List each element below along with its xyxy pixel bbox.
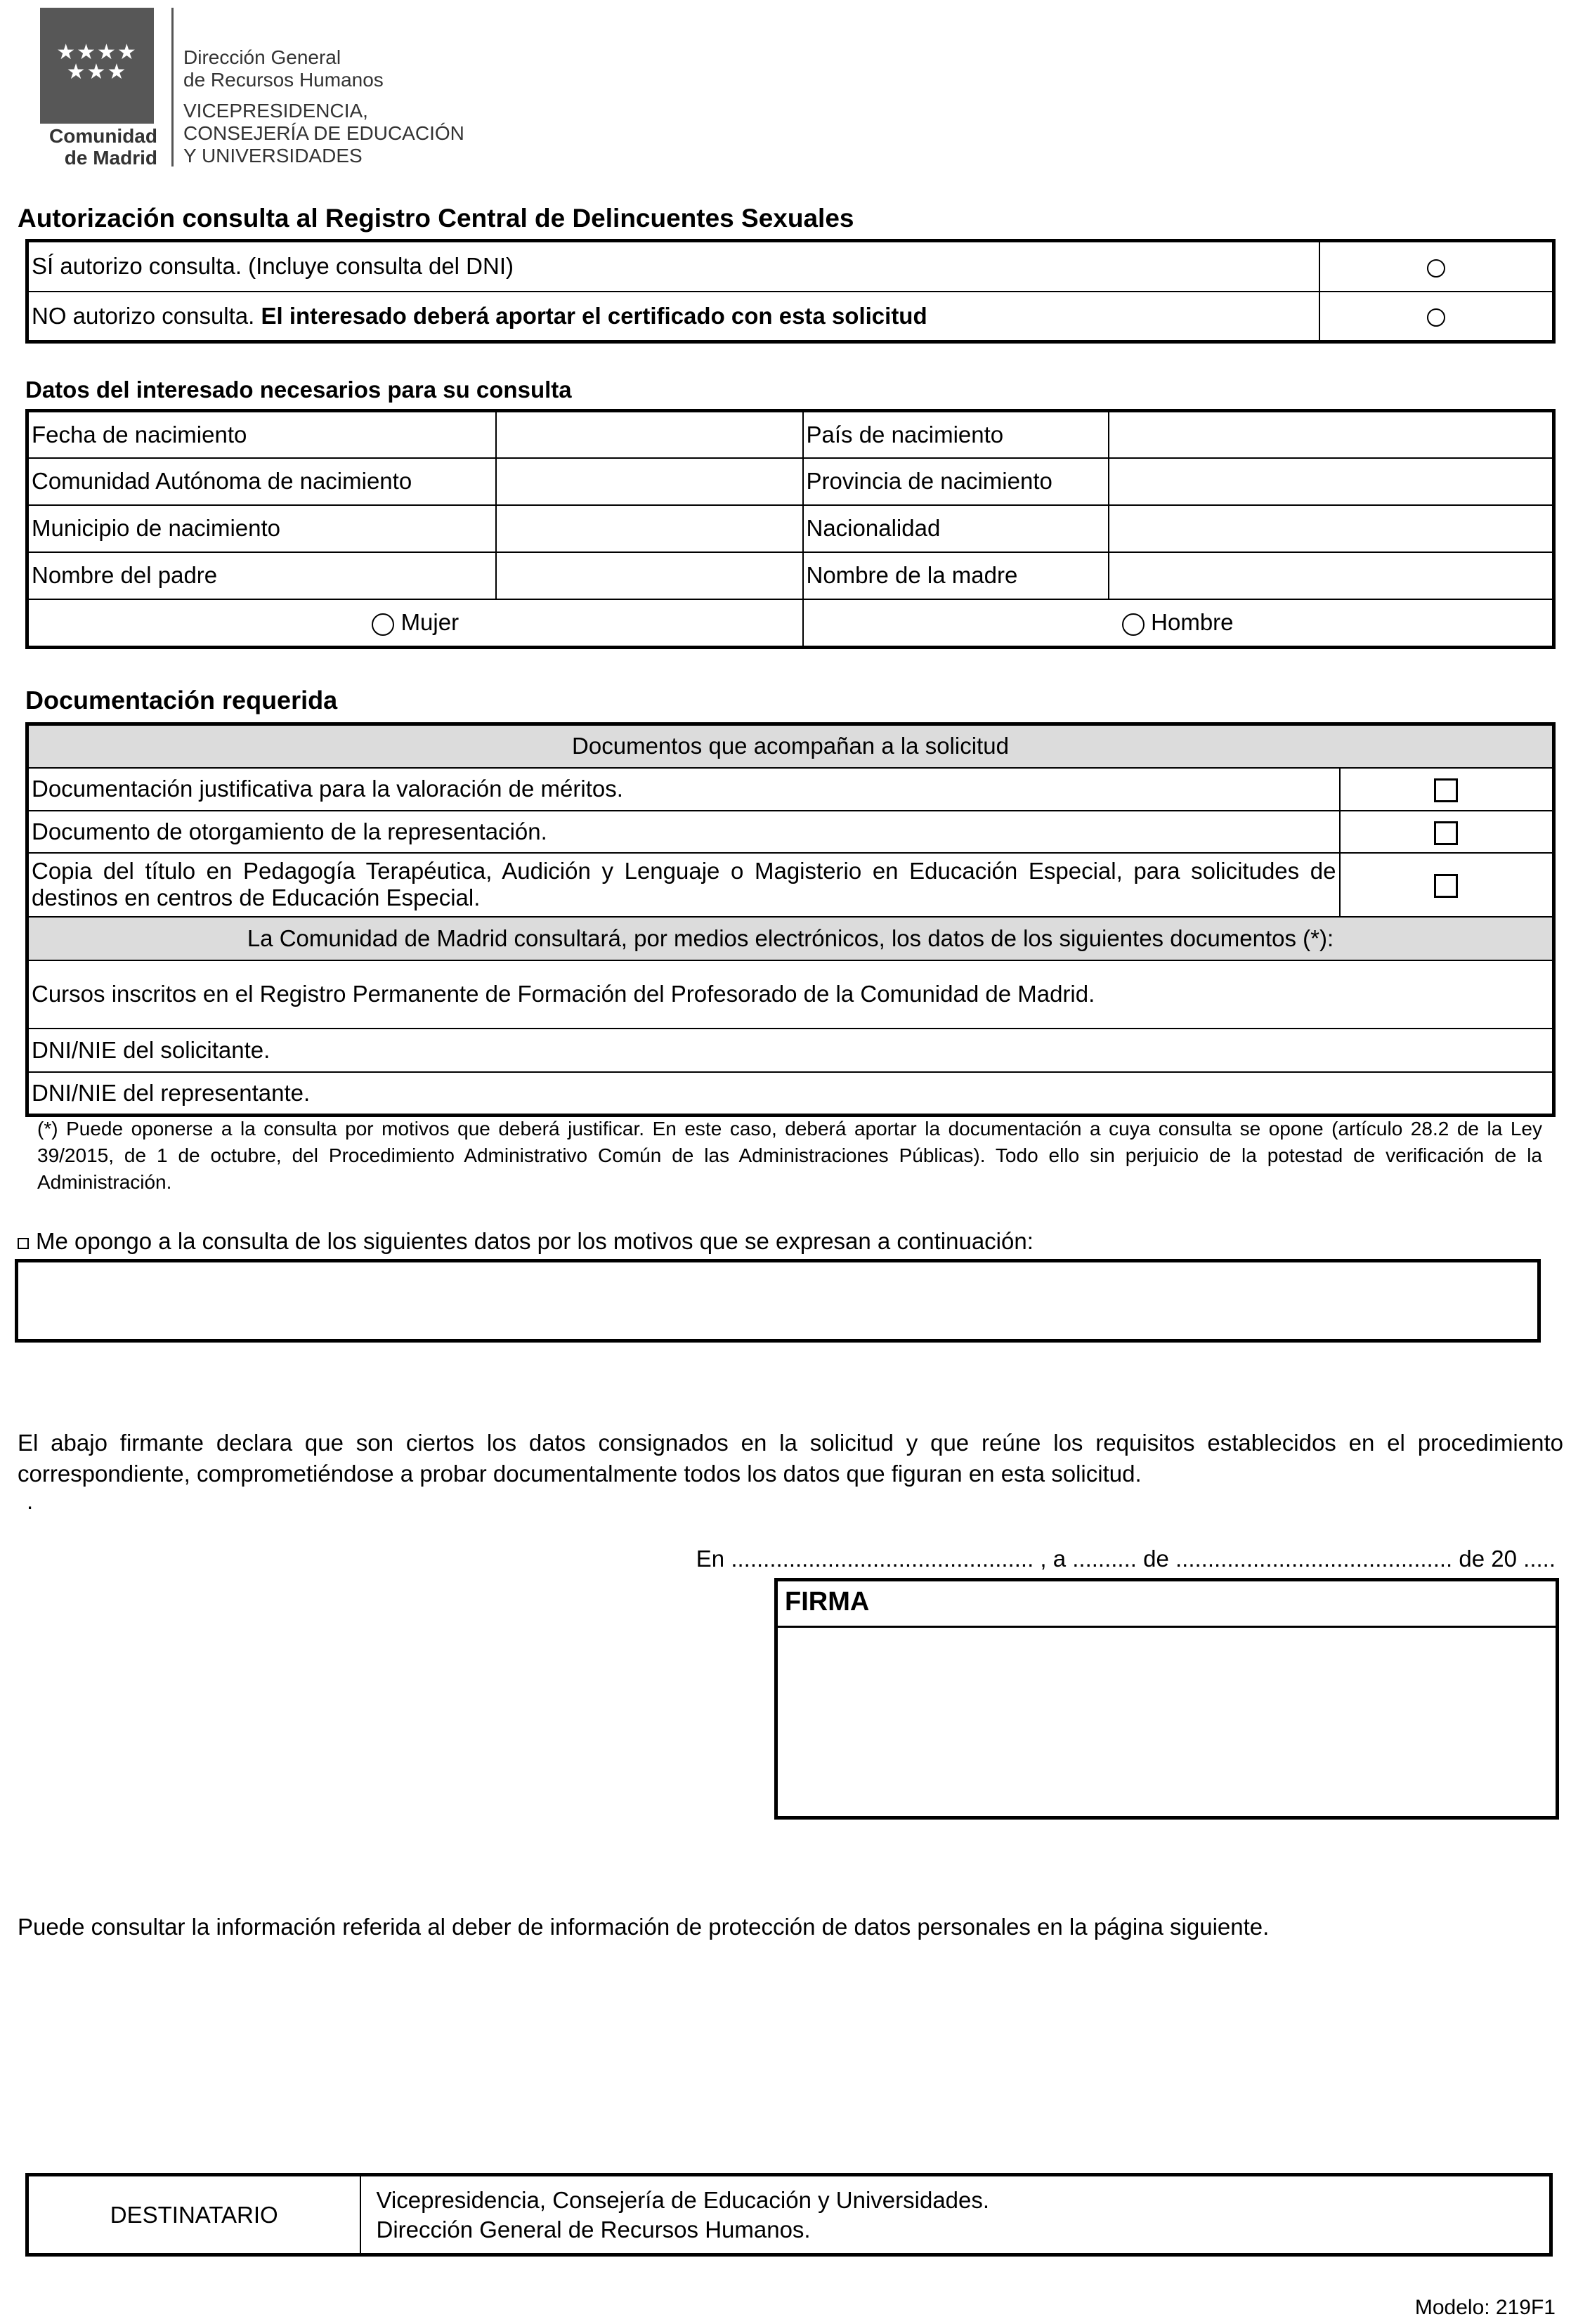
datos-value-field[interactable] (496, 411, 803, 458)
org-line: de Recursos Humanos (183, 69, 384, 91)
datos-label: Nombre del padre (27, 552, 496, 599)
auth-title: Autorización consulta al Registro Central de Delincuentes Sexuales (18, 204, 854, 233)
docs-title: Documentación requerida (25, 686, 338, 714)
ministry-line: Y UNIVERSIDADES (183, 145, 363, 167)
oppose-checkbox[interactable] (18, 1238, 29, 1249)
auth-no-text: NO autorizo consulta. (32, 302, 255, 329)
logo-stars: ★★★★ ★★★ (56, 41, 138, 84)
doc-checkbox[interactable] (1434, 874, 1458, 898)
recipient-line: Dirección General de Recursos Humanos. (376, 2216, 811, 2243)
datos-value-field[interactable] (496, 552, 803, 599)
declaration-dot: . (27, 1488, 34, 1514)
datos-label: País de nacimiento (803, 411, 1109, 458)
radio-icon[interactable] (1122, 613, 1145, 636)
signature-box[interactable] (774, 1578, 1559, 1820)
logo-name-line: Comunidad (49, 125, 157, 147)
datos-label: Nombre de la madre (803, 552, 1109, 599)
datos-table (25, 409, 1556, 649)
place-date-field[interactable]: En ............................................... , a .......... de ........................................... de 20 ..... (696, 1546, 1556, 1572)
sex-male-label: Hombre (1151, 609, 1234, 636)
doc-checkbox[interactable] (1434, 821, 1458, 845)
consult-item: Cursos inscritos en el Registro Permanente de Formación del Profesorado de la Comunidad de Madrid. (27, 960, 1554, 1029)
privacy-note: Puede consultar la información referida al deber de información de protección de datos personales en la página siguiente. (18, 1914, 1270, 1940)
sex-female-label: Mujer (400, 609, 459, 636)
datos-label: Fecha de nacimiento (27, 411, 496, 458)
datos-label: Nacionalidad (803, 505, 1109, 552)
radio-icon[interactable] (372, 613, 394, 636)
auth-no-radio[interactable] (1427, 308, 1445, 327)
recipient-label: DESTINATARIO (27, 2175, 360, 2255)
model-code: Modelo: 219F1 (1414, 2296, 1556, 2319)
datos-label: Comunidad Autónoma de nacimiento (27, 458, 496, 505)
consult-header: La Comunidad de Madrid consultará, por medios electrónicos, los datos de los siguientes documentos (*): (27, 917, 1554, 960)
auth-no-bold: El interesado deberá aportar el certificado con esta solicitud (254, 302, 927, 329)
footnote: (*) Puede oponerse a la consulta por motivos que deberá justificar. En este caso, deberá aportar la documentación a cuya consulta se opone (artículo 28.2 de la Ley 39/2015, de 1 de octubre, del Procedimiento Administrativo Común de las Administraciones Públicas). Todo ello sin perjuicio de la potestad de verificación de la Administración. (37, 1118, 1542, 1193)
datos-label: Municipio de nacimiento (27, 505, 496, 552)
doc-checkbox[interactable] (1434, 778, 1458, 802)
auth-yes-label: SÍ autorizo consulta. (Incluye consulta del DNI) (27, 241, 1319, 292)
org-text (183, 46, 464, 167)
logo (40, 8, 154, 124)
declaration: El abajo firmante declara que son ciertos los datos consignados en la solicitud y que reúne los requisitos establecidos en el procedimiento correspondiente, comprometiéndose a probar documentalmente todos los datos que figuran en esta solicitud. (18, 1430, 1563, 1487)
docs-header: Documentos que acompañan a la solicitud (27, 724, 1554, 768)
logo-name (37, 125, 157, 169)
recipient-line: Vicepresidencia, Consejería de Educación y Universidades. (376, 2186, 990, 2213)
ministry-line: CONSEJERÍA DE EDUCACIÓN (183, 122, 464, 144)
consult-item: DNI/NIE del representante. (27, 1072, 1554, 1116)
doc-item: Documentación justificativa para la valoración de méritos. (27, 768, 1340, 811)
datos-value-field[interactable] (1109, 505, 1554, 552)
datos-value-field[interactable] (1109, 458, 1554, 505)
datos-value-field[interactable] (496, 505, 803, 552)
auth-no-label (27, 292, 1319, 342)
ministry-line: VICEPRESIDENCIA, (183, 100, 368, 122)
consult-item: DNI/NIE del solicitante. (27, 1029, 1554, 1072)
auth-yes-radio[interactable] (1427, 259, 1445, 278)
datos-label: Provincia de nacimiento (803, 458, 1109, 505)
org-line: Dirección General (183, 46, 341, 68)
signature-label: FIRMA (778, 1581, 1556, 1628)
logo-name-line: de Madrid (64, 147, 157, 169)
doc-item: Copia del título en Pedagogía Terapéutica, Audición y Lenguaje o Magisterio en Educación Especial, para solicitudes de destinos en centros de Educación Especial. (27, 853, 1340, 917)
auth-table (25, 239, 1556, 344)
docs-table (25, 722, 1556, 1117)
oppose-row (18, 1228, 1034, 1255)
doc-item: Documento de otorgamiento de la representación. (27, 811, 1340, 853)
oppose-reason-field[interactable] (15, 1259, 1541, 1343)
sex-male-option[interactable] (803, 599, 1554, 648)
recipient-table (25, 2173, 1553, 2257)
sex-female-option[interactable] (27, 599, 803, 648)
datos-value-field[interactable] (1109, 411, 1554, 458)
divider (171, 8, 174, 167)
oppose-label: Me opongo a la consulta de los siguientes datos por los motivos que se expresan a continuación: (36, 1228, 1034, 1254)
datos-title: Datos del interesado necesarios para su consulta (25, 377, 572, 403)
datos-value-field[interactable] (496, 458, 803, 505)
datos-value-field[interactable] (1109, 552, 1554, 599)
